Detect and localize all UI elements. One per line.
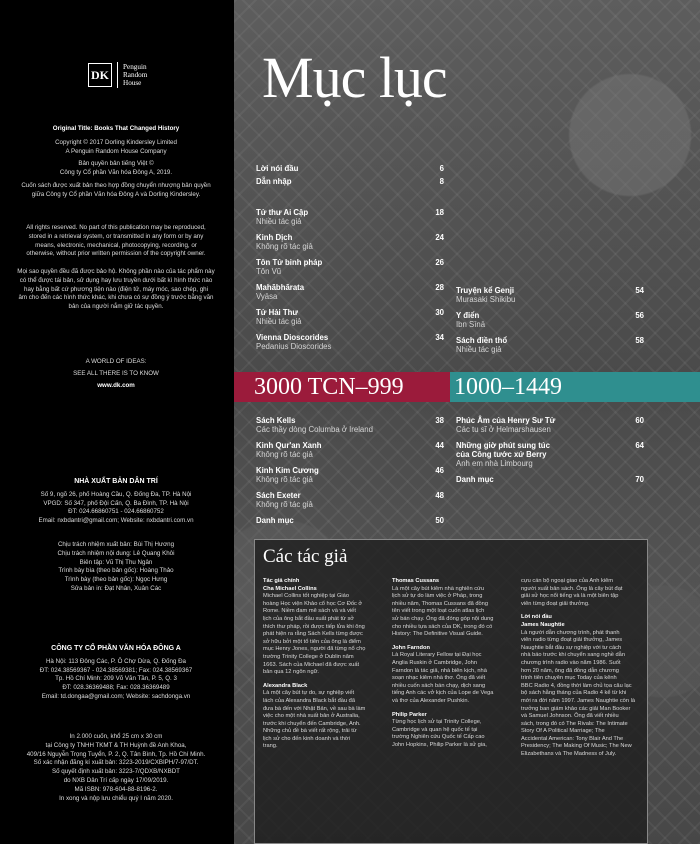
toc-era2-bottom [456,416,644,484]
author-entry: Alexandra Black Là một cây bút tự do, sự nghiệp viết lách của Alexandra Black bắt đầu đã đưa bà đến với Nhật Bản, về sau bà làm việc cho một nhà xuất bản ở Australia, trước khi chuyển đến Cambridge, Anh. Những chủ đề bà viết rất rộng, trải từ lịch sử cho đến kinh doanh và thời trang. [263,682,366,750]
toc-entry[interactable]: Phúc Âm của Henry Sư Tử 60 Các tu sĩ ở Helmarshausen [456,416,644,434]
era-band-3000bce-999: 3000 TCN–999 [234,372,450,402]
toc-entry[interactable]: Tử thư Ai Cập 18 Nhiều tác giả [256,208,444,226]
author-entry: John Farndon Là Royal Literary Fellow tại Đại học Anglia Ruskin ở Cambridge, John Farndon là tác giả, nhà biên kịch, nhà soạn nhạc kiêm nhà thơ. Ông đã viết nhiều cuốn sách bán chạy, dịch sang tiếng Anh các vở kịch của Lope de Vega và thơ của Alexander Pushkin. [392,644,494,704]
rights-vietnamese: Mọi sao quyền đều đã được bảo hộ. Không phần nào của tác phẩm này có thể được tái bản, sử dụng hay lưu truyền dưới bất kì hình thức nào hay bằng bất cứ phương tiện nào (điện tử, máy móc, sao chép, ghi âm cho đến các hình thức khác, khi chưa có sự đồng ý trước bằng văn bản của người nắm giữ tác quyền. [17,268,215,311]
toc-entry[interactable]: Lời nói đầu 6 [256,164,444,173]
toc-entry[interactable]: Những giờ phút sung túc 64 của Công tước xứ Berry Anh em nhà Limbourg [456,441,644,468]
colophon-panel [0,0,234,844]
toc-entry[interactable]: Sách Exeter 48 Không rõ tác giả [256,491,444,509]
staff-credits: Chịu trách nhiệm xuất bản: Bùi Thị Hương Chịu trách nhiệm nội dung: Lê Quang Khôi Biên tập: Vũ Thị Thu Ngân Trình bày bìa (theo bản gốc): Hoàng Thảo Trình bày (theo bản gốc): Ngọc Hưng Sửa bản in: Đạt Nhân, Xuân Các [57,541,175,592]
era-band-1000-1449: 1000–1449 [450,372,700,402]
authors-column-1 [263,578,380,751]
dk-logo: DK [88,63,112,87]
toc-entry[interactable]: Danh mục 70 [456,475,644,484]
contents-panel [234,0,700,844]
authors-column-3 [521,578,638,759]
toc-entry[interactable]: Danh mục 50 [256,516,444,525]
vn-contract: Cuốn sách được xuất bản theo hợp đồng chuyển nhượng bản quyền giữa Công ty Cổ phần Văn hóa Đông A và Dorling Kindersley. [21,182,211,198]
author-entry: Philip Parker Từng học lịch sử tại Trinity College, Cambridge và quan hệ quốc tế tại trường Nghiên cứu Quốc tế Cấp cao John Hopkins, Philip Parker là sử gia, [392,711,487,748]
toc-entry[interactable]: Sách điền thổ 58 Nhiều tác giả [456,336,644,354]
author-entry: Tác giả chính Cha Michael Collins Michael Collins tốt nghiệp tại Giáo hoàng Học viện Khảo cổ học Cơ Đốc ở Rome. Niềm đam mê sách và và viết lịch của ông bắt đầu xuất phát từ sở thích thư pháp, rồi được tiếp lửa khi ông phát hiện ra rằng Sách Kells từng được sở hữu bởi một tổ tiên của ông là điểm mục Henry Jones, người đã từng nổ chọ trường Trinity College ở Dublin năm 1663. Sách của Michael đã được xuất bản qua 12 ngôn ngữ. [263,578,366,676]
dk-website-link[interactable]: www.dk.com [97,382,135,389]
toc-intro [256,164,444,186]
toc-entry[interactable]: Dẫn nhập 8 [256,177,444,186]
toc-entry[interactable]: Y điển 56 Ibn Sīnā [456,311,644,329]
copyright: Copyright © 2017 Dorling Kindersley Limited A Penguin Random House Company [55,139,177,155]
toc-era2-top [456,286,644,354]
toc-era1-bottom [256,416,444,525]
toc-entry[interactable]: Truyện kể Genji 54 Murasaki Shikibu [456,286,644,304]
toc-entry[interactable]: Tôn Tử binh pháp 26 Tôn Vũ [256,258,444,276]
print-info: In 2.000 cuốn, khổ 25 cm x 30 cm tại Công ty TNHH TKMT & TH Huỳnh đề Anh Khoa, 409/16 Nguyễn Trọng Tuyển, P. 2, Q. Tân Bình, Tp. Hồ Chí Minh. Số xác nhận đăng kí xuất bản: 3223-2019/CXBIPH/7-97/DT. Số quyết định xuất bản: 3223-7/QDXB/NXBDT do NXB Dân Trí cấp ngày 17/09/2019. Mã ISBN: 978-604-88-8196-2. In xong và nộp lưu chiểu quý I năm 2020. [26,733,206,802]
authors-column-2 [392,578,509,749]
toc-entry[interactable]: Kinh Kim Cương 46 Không rõ tác giả [256,466,444,484]
publisher-donga: CÔNG TY CỔ PHẦN VĂN HÓA ĐÔNG A Hà Nội: 113 Đông Các, P. Ô Chợ Dừa, Q. Đống Đa ĐT: 024.38569367 - 024.38569381; Fax: 024.38569367 Tp. Hồ Chí Minh: 209 Võ Văn Tần, P. 5, Q. 3 ĐT: 028.36369488; Fax: 028.36369489 Email: td.dongaa@gmail.com; Website: sachdonga.vn [39,645,193,700]
toc-entry[interactable]: Mahābhārata 28 Vyāsa [256,283,444,301]
toc-entry[interactable]: Tử Hải Thư 30 Nhiều tác giả [256,308,444,326]
toc-era1-top [256,208,444,351]
rights-english: All rights reserved. No part of this publication may be reproduced, stored in a retrieval system, or transmitted in any form or by any means, electronic, mechanical, photocopying, recording, or otherwise, without prior written permission of the copyright owner. [26,224,206,258]
author-entry: Thomas Cussans Là một cây bút kiêm nhà nghiên cứu lịch sử tự do làm việc ở Pháp, trong nhiều năm, Thomas Cussans đã đồng tên viết trong một loạt cuốn atlas lịch sử bán chạy. Ông đã đóng góp nội dung cho nhiều tựa sách của DK, trong đó có History: The Definitive Visual Guide. [392,578,494,638]
author-entry: cựu cán bộ ngoại giao của Anh kiêm người xuất bản sách. Ông là cây bút đạt giải sử học nổi tiếng và là một biên tập viên từng đoạt giải thưởng. [521,578,623,607]
penguin-random-house-logo: Penguin Random House [123,63,148,87]
world-of-ideas: A WORLD OF IDEAS: SEE ALL THERE IS TO KNOW www.dk.com [8,356,224,392]
toc-entry[interactable]: Kinh Qur'an Xanh 44 Không rõ tác giả [256,441,444,459]
publisher-dantri: NHÀ XUẤT BẢN DÂN TRÍ Số 9, ngõ 26, phố Hoàng Cầu, Q. Đống Đa, TP. Hà Nội VPGD: Số 347, phố Đội Cấn, Q. Ba Đình, TP. Hà Nội ĐT: 024.66860751 - 024.66860752 Email: nxbdantri@gmail.com; Website: nxbdantri.com.vn [38,478,194,525]
authors-title: Các tác giả [263,546,348,567]
authors-box [254,539,648,844]
toc-entry[interactable]: Vienna Dioscorides 34 Pedanius Dioscorides [256,333,444,351]
toc-entry[interactable]: Kinh Dịch 24 Không rõ tác giả [256,233,444,251]
original-title: Original Title: Books That Changed History [52,125,180,132]
author-entry: Lời nói đầu James Naughtie Là người dẫn chương trình, phát thanh viên radio từng đoạt giải thưởng, James Naughtie bắt đầu sự nghiệp với tư cách nhà báo trước khi chuyển sang nghề dẫn chương trình radio vào năm 1986. Suốt hơn 20 năm, ông đã đồng dẫn chương trình tiên chuyên mục Today của kênh BBC Radio 4, đồng thời làm chủ tọa câu lạc bộ sách hằng tháng của Radio 4 kể từ khi mới ra đời năm 1997. James Naughtie còn là trưởng ban giám khảo các giải Man Booker và Samuel Johnson. Ông đã viết nhiều sách, trong đó có The Rivals: The Intimate Story Of A Political Marriage; The Accidental American: Tony Blair And The Presidency; The Making Of Music; The New Elizabethans và The Madness of July. [521,614,635,758]
page-title: Mục lục [262,45,447,110]
publisher-logo [88,60,147,90]
vn-rights: Bản quyền bản tiếng Việt © Công ty Cổ phần Văn hóa Đông A, 2019. [59,160,173,176]
toc-entry[interactable]: Sách Kells 38 Các thầy dòng Columba ở Ireland [256,416,444,434]
